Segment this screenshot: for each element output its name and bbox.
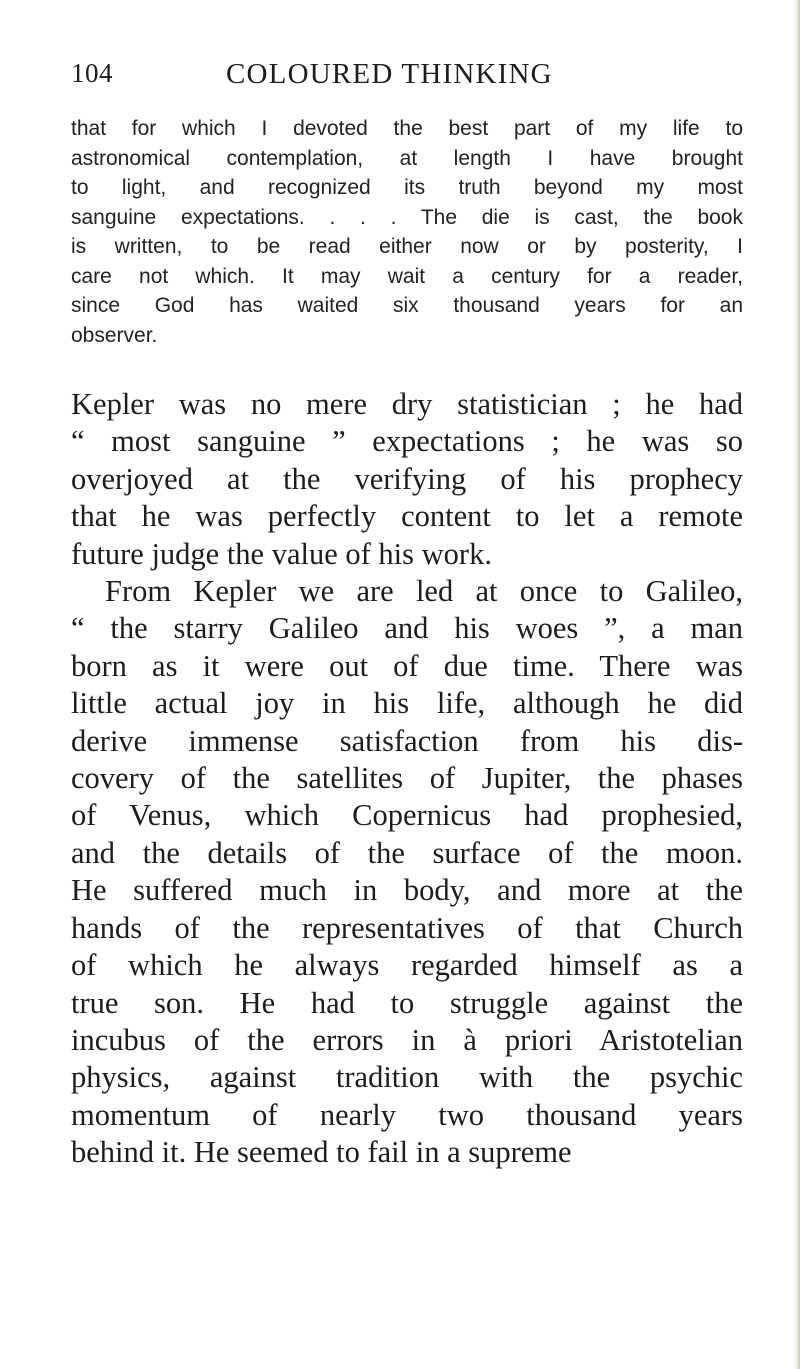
quote-line: observer. [71,323,158,347]
body-line: of which he always regarded himself as a [71,948,743,983]
body-line: From Kepler we are led at once to Galileo, [105,574,743,609]
body-line: that he was perfectly content to let a remote [71,499,743,534]
page-number: 104 [71,58,113,88]
body-line: Kepler was no mere dry statistician ; he had [71,387,743,421]
body-line: little actual joy in his life, although he did [71,686,743,721]
quote-line: sanguine expectations. . . . The die is cast, the book [71,205,743,229]
body-line: future judge the value of his work. [71,536,492,571]
running-head: COLOURED THINKING [226,58,553,90]
page-edge-shadow [794,0,800,1369]
body-line: physics, against tradition with the psychic [71,1060,743,1095]
body-line: incubus of the errors in à priori Aristotelian [71,1022,743,1057]
quote-line: that for which I devoted the best part of my life to [71,117,743,140]
body-line: derive immense satisfaction from his dis- [71,723,743,758]
body-line: born as it were out of due time. There was [71,648,743,683]
body-line: overjoyed at the verifying of his prophecy [71,461,743,496]
body-line: covery of the satellites of Jupiter, the phases [71,761,743,796]
body-line: hands of the representatives of that Church [71,910,743,945]
body-line: and the details of the surface of the moon. [71,835,743,870]
body-text [71,386,743,1172]
quote-line: to light, and recognized its truth beyond my most [71,176,743,199]
quote-line: since God has waited six thousand years for an [71,294,743,317]
quote-line: is written, to be read either now or by posterity, I [71,235,743,258]
body-line: “ most sanguine ” expectations ; he was so [71,424,743,459]
page-header [0,58,800,98]
body-line: momentum of nearly two thousand years [71,1097,743,1132]
body-line: of Venus, which Copernicus had prophesied, [71,798,743,833]
body-line: true son. He had to struggle against the [71,985,743,1020]
block-quote [71,114,743,350]
body-line: behind it. He seemed to fail in a supreme [71,1135,572,1170]
quote-line: astronomical contemplation, at length I have brought [71,146,743,170]
body-line: “ the starry Galileo and his woes ”, a man [71,611,743,646]
body-line: He suffered much in body, and more at the [71,873,743,908]
quote-line: care not which. It may wait a century for a reader, [71,264,743,288]
